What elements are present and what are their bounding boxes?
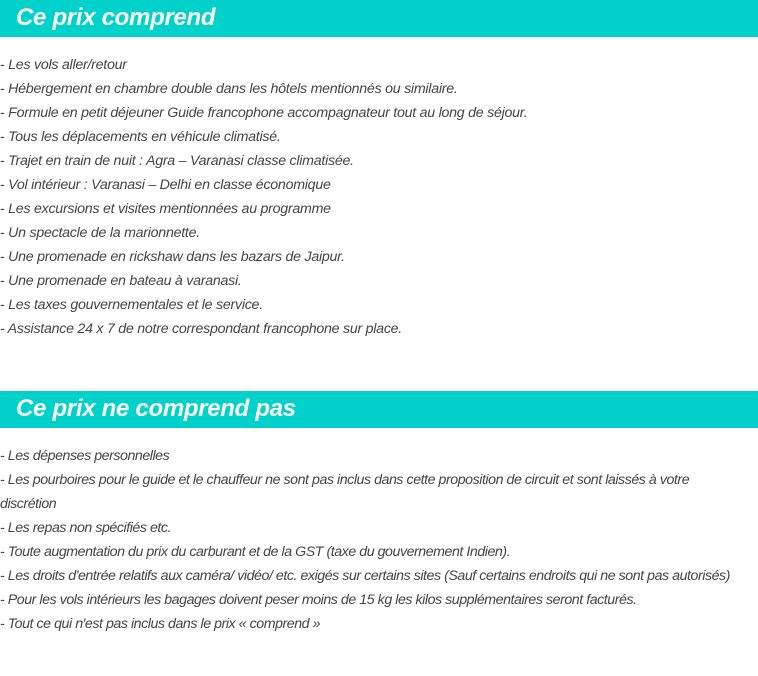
excluded-item: - Tout ce qui n'est pas inclus dans le prix « comprend » bbox=[0, 616, 321, 632]
included-item: - Assistance 24 x 7 de notre correspondant francophone sur place. bbox=[0, 321, 403, 337]
included-item: - Hébergement en chambre double dans les hôtels mentionnés ou similaire. bbox=[0, 81, 458, 97]
included-section-header bbox=[0, 0, 758, 37]
excluded-section-title: Ce prix ne comprend pas bbox=[16, 395, 296, 422]
excluded-section-header bbox=[0, 391, 758, 428]
excluded-items-list bbox=[0, 444, 745, 636]
included-section-title: Ce prix comprend bbox=[16, 4, 216, 31]
included-item: - Une promenade en rickshaw dans les bazars de Jaipur. bbox=[0, 249, 345, 265]
included-item: - Un spectacle de la marionnette. bbox=[0, 225, 200, 241]
included-item: - Formule en petit déjeuner Guide francophone accompagnateur tout au long de séjour. bbox=[0, 105, 528, 121]
excluded-item: - Les repas non spécifiés etc. bbox=[0, 520, 172, 536]
included-items-list bbox=[0, 53, 745, 341]
included-item: - Les vols aller/retour bbox=[0, 57, 127, 73]
included-item: - Une promenade en bateau à varanasi. bbox=[0, 273, 242, 289]
included-item: - Trajet en train de nuit : Agra – Varanasi classe climatisée. bbox=[0, 153, 354, 169]
excluded-item: - Les dépenses personnelles bbox=[0, 448, 170, 464]
excluded-item: - Pour les vols intérieurs les bagages doivent peser moins de 15 kg les kilos supplémentaires seront facturés. bbox=[0, 592, 637, 608]
excluded-item: - Les droits d'entrée relatifs aux caméra/ vidéo/ etc. exigés sur certains sites (Sauf certains endroits qui ne sont pas autorisés) bbox=[0, 568, 730, 584]
included-item: - Vol intérieur : Varanasi – Delhi en classe économique bbox=[0, 177, 331, 193]
excluded-item: - Toute augmentation du prix du carburant et de la GST (taxe du gouvernement Indien). bbox=[0, 544, 511, 560]
included-item: - Les excursions et visites mentionnées au programme bbox=[0, 201, 331, 217]
included-item: - Les taxes gouvernementales et le service. bbox=[0, 297, 263, 313]
included-item: - Tous les déplacements en véhicule climatisé. bbox=[0, 129, 281, 145]
excluded-item: - Les pourboires pour le guide et le chauffeur ne sont pas inclus dans cette proposition de circuit et sont laissés à votre discrétion bbox=[0, 472, 690, 512]
